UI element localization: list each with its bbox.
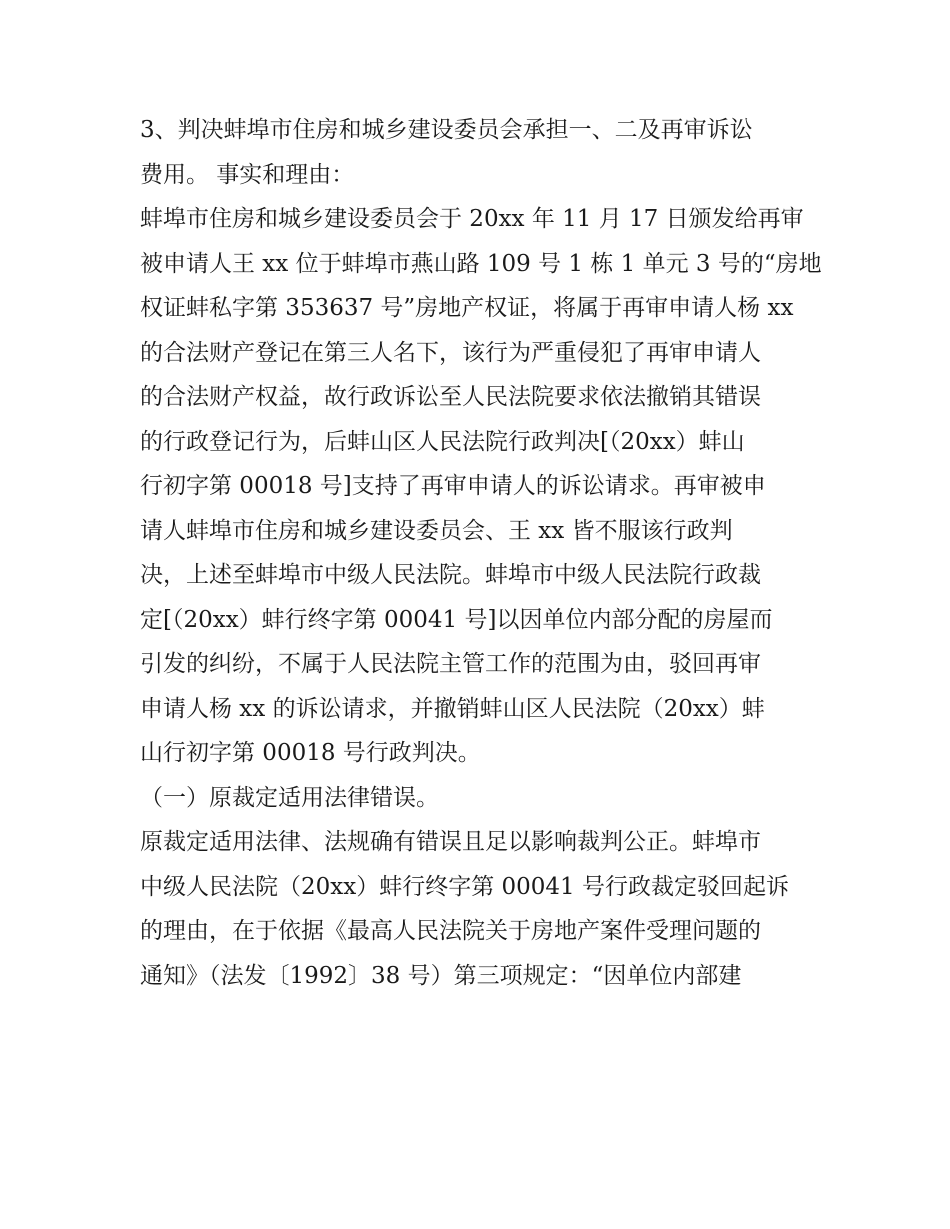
text-line: 被申请人王 xx 位于蚌埠市燕山路 109 号 1 栋 1 单元 3 号的“房地 [140,250,822,277]
text-line: 通知》（法发〔1992〕38 号）第三项规定：“因单位内部建 [140,962,742,989]
document-body [140,108,820,998]
text-line: 蚌埠市住房和城乡建设委员会于 20xx 年 11 月 17 日颁发给再审 [140,206,804,232]
text-line: 权证蚌私字第 353637 号”房地产权证，将属于再审申请人杨 xx [140,295,794,321]
text-line: 的合法财产权益，故行政诉讼至人民法院要求依法撤销其错误 [140,384,761,410]
text-line: 中级人民法院（20xx）蚌行终字第 00041 号行政裁定驳回起诉 [140,873,789,900]
section-heading: （一）原裁定适用法律错误。 [140,784,439,811]
text-line: 的行政登记行为，后蚌山区人民法院行政判决[（20xx）蚌山 [140,428,745,455]
text-line: 申请人杨 xx 的诉讼请求，并撤销蚌山区人民法院（20xx）蚌 [140,695,765,722]
text-line: 的理由，在于依据《最高人民法院关于房地产案件受理问题的 [140,918,761,944]
text-line: 的合法财产登记在第三人名下，该行为严重侵犯了再审申请人 [140,339,761,366]
text-line: 定[（20xx）蚌行终字第 00041 号]以因单位内部分配的房屋而 [140,606,773,633]
text-line: 行初字第 00018 号]支持了再审申请人的诉讼请求。再审被申 [140,473,766,499]
text-line: 请人蚌埠市住房和城乡建设委员会、王 xx 皆不服该行政判 [140,517,733,544]
text-line: 原裁定适用法律、法规确有错误且足以影响裁判公正。蚌埠市 [140,829,761,855]
text-line: 决，上述至蚌埠市中级人民法院。蚌埠市中级人民法院行政裁 [140,562,761,588]
text-line: 引发的纠纷，不属于人民法院主管工作的范围为由，驳回再审 [140,651,761,677]
text-line: 山行初字第 00018 号行政判决。 [140,740,481,766]
text-line: 3、判决蚌埠市住房和城乡建设委员会承担一、二及再审诉讼 [140,117,753,143]
text-line: 费用。 事实和理由： [140,161,355,188]
